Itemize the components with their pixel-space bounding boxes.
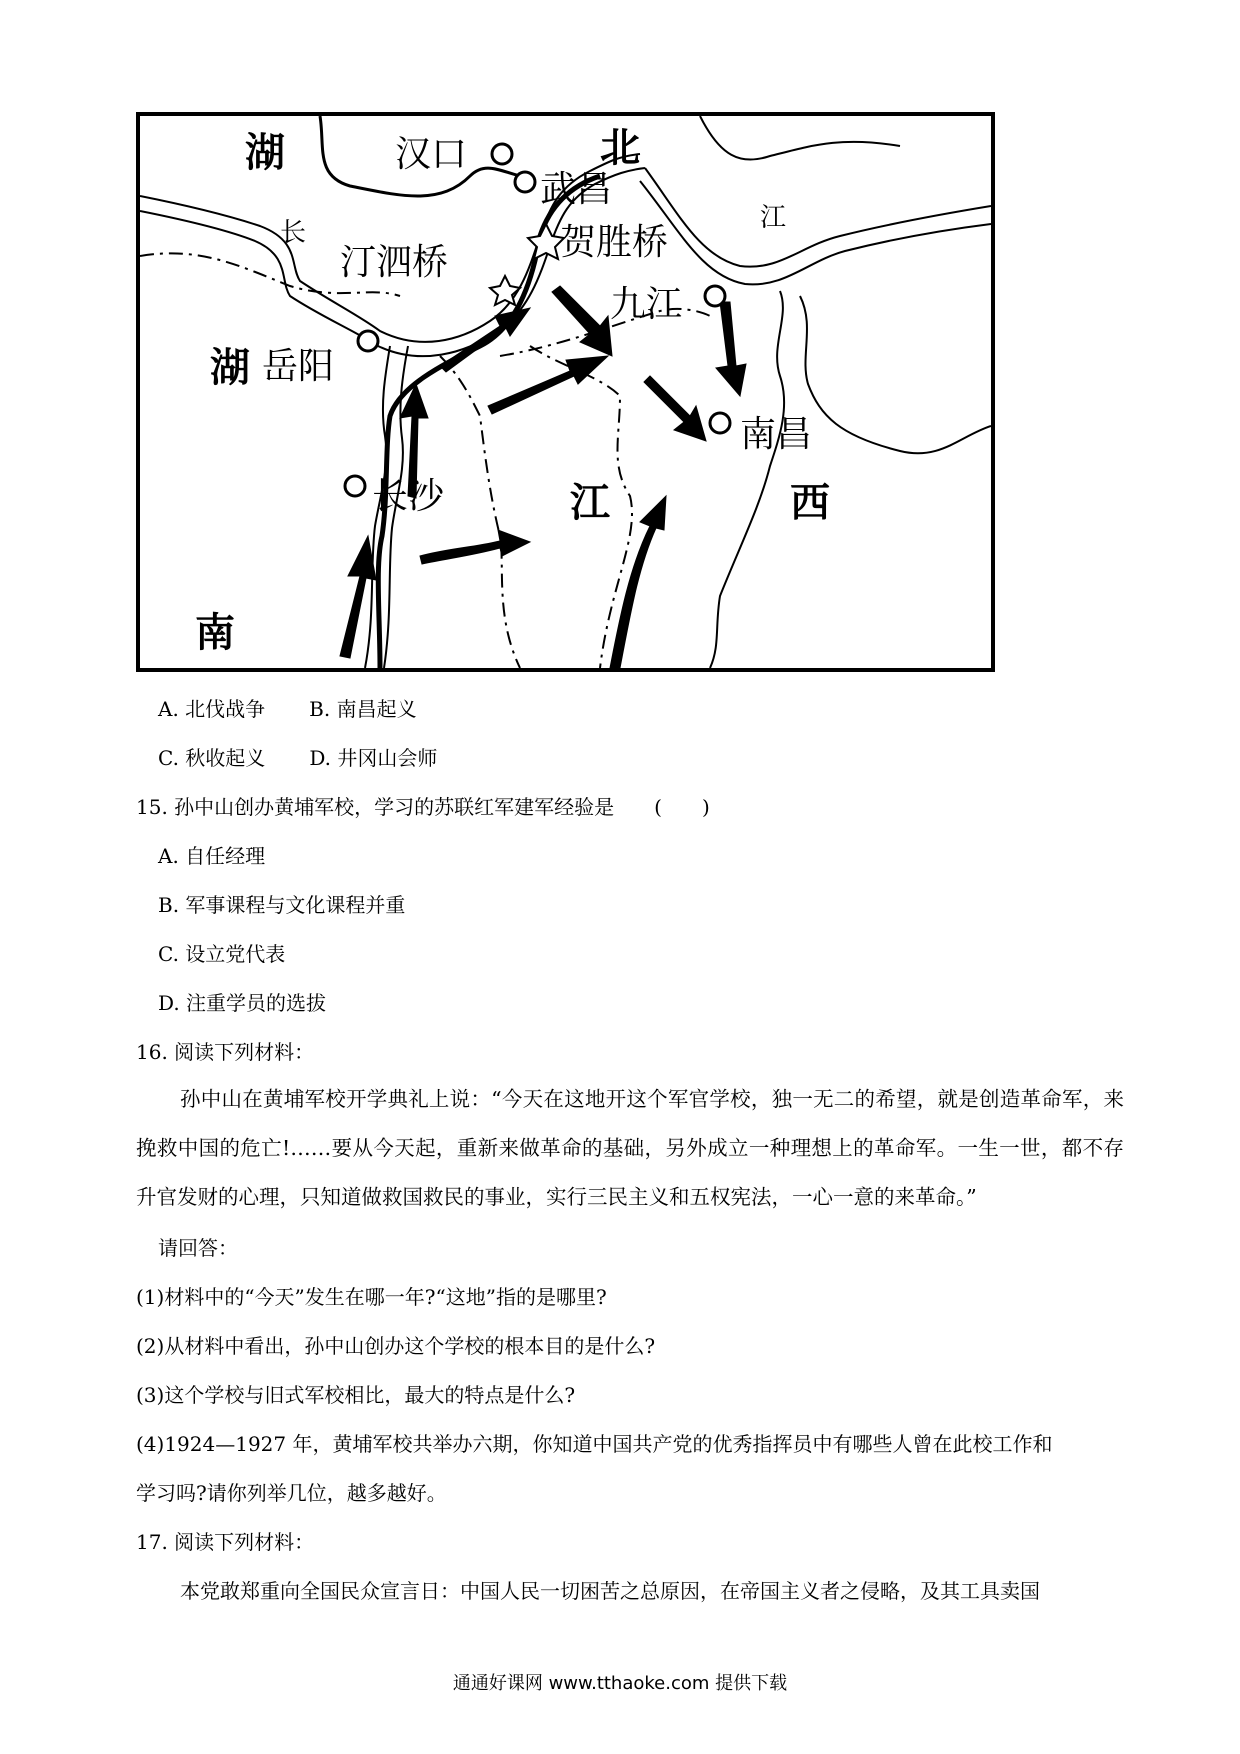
q15-option-a: A. 自任经理 (158, 844, 266, 868)
label-hu-north: 湖 (245, 130, 285, 176)
label-wuchang: 武昌 (540, 169, 613, 210)
label-jiang-small: 江 (760, 203, 787, 233)
city-marker-jiujiang (705, 286, 725, 306)
q14-option-d: D. 井冈山会师 (309, 746, 438, 770)
label-nan: 南 (195, 610, 235, 656)
q14-options-row2 (158, 744, 437, 772)
q16-material: 孙中山在黄埔军校开学典礼上说：“今天在这地开这个军官学校，独一无二的希望，就是创造革命军，来挽救中国的危亡!……要从今天起，重新来做革命的基础，另外成立一种理想上的革命军。一生一世，都不存升官发财的心理，只知道做救国救民的事业，实行三民主义和五权宪法，一心一意的来革命。” (136, 1087, 1124, 1209)
city-marker-hankou (492, 144, 512, 164)
city-marker-nanchang (710, 413, 730, 433)
q16-sub3: (3)这个学校与旧式军校相比，最大的特点是什么? (136, 1383, 576, 1407)
label-jiujiang: 九江 (610, 284, 683, 325)
answer-paren: ( ) (654, 795, 710, 819)
label-chang: 长 (280, 218, 307, 248)
q15-option-c: C. 设立党代表 (158, 942, 286, 966)
label-bei: 北 (600, 125, 640, 171)
q16-sub2: (2)从材料中看出，孙中山创办这个学校的根本目的是什么? (136, 1334, 656, 1358)
q17-material: 本党敢郑重向全国民众宣言日：中国人民一切困苦之总原因，在帝国主义者之侵略，及其工具卖国 (180, 1579, 1040, 1603)
q14-option-c: C. 秋收起义 (158, 746, 266, 770)
q16-sub4-line1: (4)1924—1927 年，黄埔军校共举办六期，你知道中国共产党的优秀指挥员中有哪些人曾在此校工作和 (136, 1432, 1053, 1456)
northern-expedition-map (136, 112, 995, 672)
q16-stem: 16. 阅读下列材料： (136, 1040, 315, 1064)
city-marker-yueyang (358, 331, 378, 351)
label-xi: 西 (790, 480, 830, 526)
city-marker-changsha (345, 476, 365, 496)
map-drawing (140, 116, 991, 668)
label-hu-south: 湖 (210, 345, 250, 391)
q16-sub4-line2: 学习吗?请你列举几位，越多越好。 (136, 1481, 447, 1505)
q14-options-row1 (158, 695, 417, 723)
q17-stem: 17. 阅读下列材料： (136, 1530, 315, 1554)
label-hankou: 汉口 (395, 134, 468, 175)
label-tingsiqiao: 汀泗桥 (340, 242, 449, 283)
label-changsha: 长沙 (372, 476, 445, 517)
q16-sub1: (1)材料中的“今天”发生在哪一年?“这地”指的是哪里? (136, 1285, 607, 1309)
label-heshengqiao: 贺胜桥 (560, 222, 669, 263)
q15-option-d: D. 注重学员的选拔 (158, 991, 327, 1015)
label-jiang: 江 (570, 480, 610, 526)
q15-stem: 15. 孙中山创办黄埔军校，学习的苏联红军建军经验是 ( ) (136, 795, 710, 819)
q16-prompt: 请回答： (158, 1236, 238, 1260)
q14-option-a: A. 北伐战争 (158, 697, 266, 721)
label-yueyang: 岳阳 (262, 346, 335, 387)
q15-option-b: B. 军事课程与文化课程并重 (158, 893, 406, 917)
q14-option-b: B. 南昌起义 (309, 697, 417, 721)
page-footer: 通通好课网 www.tthaoke.com 提供下载 (452, 1673, 788, 1694)
label-nanchang: 南昌 (740, 414, 813, 455)
battle-marker-tingsiqiao (490, 276, 520, 305)
city-marker-wuchang (515, 172, 535, 192)
